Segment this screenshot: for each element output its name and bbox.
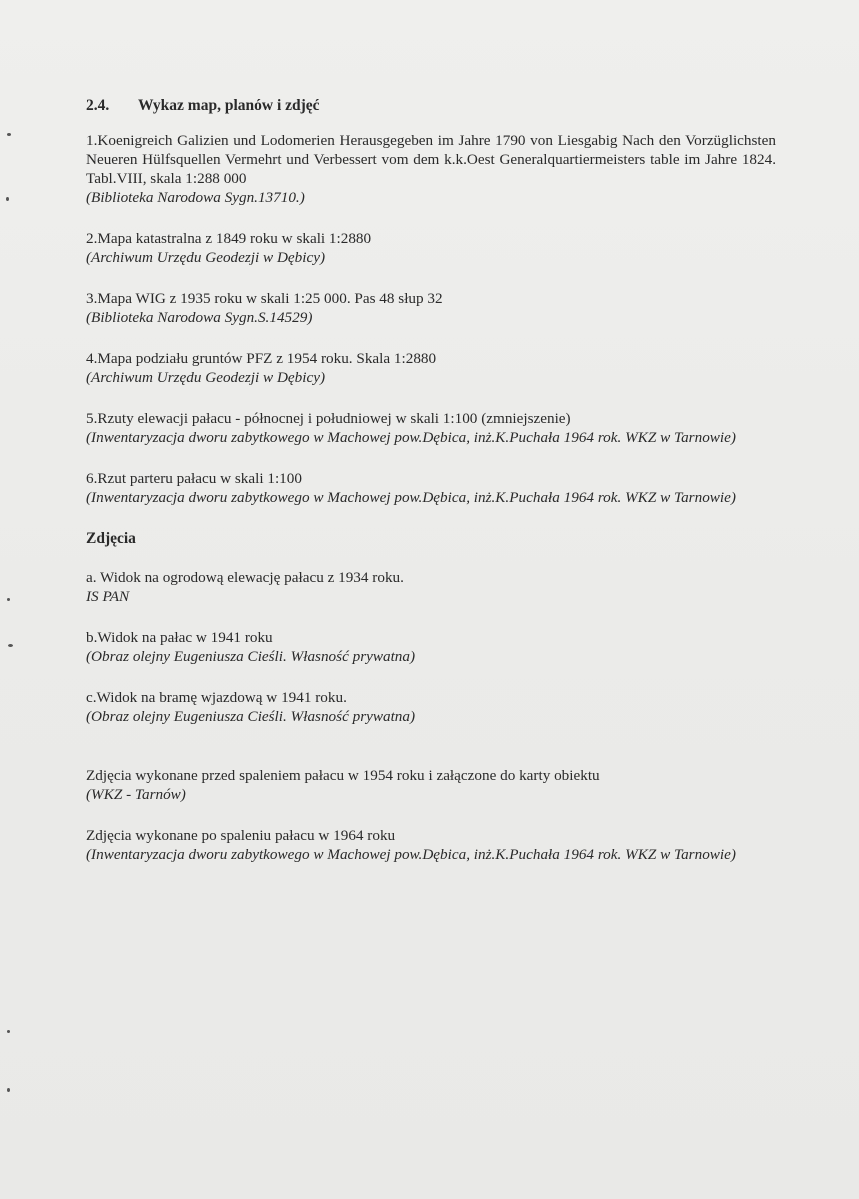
map-entry-source: (Archiwum Urzędu Geodezji w Dębicy) [86,369,326,386]
scan-speck [7,133,11,136]
map-entry-1 [86,131,776,207]
photo-note-title: Zdjęcia wykonane po spaleniu pałacu w 1964 roku [86,827,396,844]
photo-note-before-fire [86,766,776,804]
scan-speck [8,644,13,647]
document-body [86,96,776,886]
spacer [86,748,776,766]
photos-section-title: Zdjęcia [86,530,136,547]
scan-speck [7,598,10,601]
scan-speck [7,1030,10,1033]
map-entry-source: (Archiwum Urzędu Geodezji w Dębicy) [86,249,326,266]
photo-note-title: Zdjęcia wykonane przed spaleniem pałacu w 1954 roku i załączone do karty obiektu [86,767,600,784]
photo-entry-source: (Obraz olejny Eugeniusza Cieśli. Własność prywatna) [86,648,416,665]
section-heading [86,96,776,115]
map-entry-title: 2.Mapa katastralna z 1849 roku w skali 1:2880 [86,230,372,247]
map-entry-source: (Inwentaryzacja dworu zabytkowego w Machowej pow.Dębica, inż.K.Puchała 1964 rok. WKZ w Tarnowie) [86,429,736,446]
photo-entry-c [86,688,776,726]
scan-speck [6,197,9,201]
map-entry-source: (Biblioteka Narodowa Sygn.S.14529) [86,309,313,326]
photo-entry-source: IS PAN [86,588,130,605]
section-number: 2.4. [86,97,110,114]
photo-note-after-fire [86,826,776,864]
photo-entry-b [86,628,776,666]
photo-note-source: (Inwentaryzacja dworu zabytkowego w Machowej pow.Dębica, inż.K.Puchała 1964 rok. WKZ w Tarnowie) [86,846,736,863]
photo-entry-title: c.Widok na bramę wjazdową w 1941 roku. [86,689,347,706]
map-entry-source: (Biblioteka Narodowa Sygn.13710.) [86,189,305,206]
photo-note-source: (WKZ - Tarnów) [86,786,186,803]
map-entry-title: 5.Rzuty elewacji pałacu - północnej i południowej w skali 1:100 (zmniejszenie) [86,410,571,427]
map-entry-5 [86,409,776,447]
photo-entry-source: (Obraz olejny Eugeniusza Cieśli. Własność prywatna) [86,708,416,725]
photo-entry-title: a. Widok na ogrodową elewację pałacu z 1934 roku. [86,569,404,586]
scan-speck [7,1088,10,1092]
map-entry-source: (Inwentaryzacja dworu zabytkowego w Machowej pow.Dębica, inż.K.Puchała 1964 rok. WKZ w Tarnowie) [86,489,736,506]
map-entry-2 [86,229,776,267]
map-entry-3 [86,289,776,327]
map-entry-6 [86,469,776,507]
photo-entry-title: b.Widok na pałac w 1941 roku [86,629,273,646]
section-title: Wykaz map, planów i zdjęć [138,97,320,114]
map-entry-title: 1.Koenigreich Galizien und Lodomerien Herausgegeben im Jahre 1790 von Liesgabig Nach den Vorzüglichsten Neueren Hülfsquellen Vermehrt und Verbessert vom dem k.k.Oest Generalquartiermeisters table im Jahre 1824. Tabl.VIII, skala 1:288 000 [86,132,776,187]
map-entry-4 [86,349,776,387]
map-entry-title: 6.Rzut parteru pałacu w skali 1:100 [86,470,302,487]
photo-entry-a [86,568,776,606]
map-entry-title: 4.Mapa podziału gruntów PFZ z 1954 roku. Skala 1:2880 [86,350,437,367]
map-entry-title: 3.Mapa WIG z 1935 roku w skali 1:25 000. Pas 48 słup 32 [86,290,443,307]
